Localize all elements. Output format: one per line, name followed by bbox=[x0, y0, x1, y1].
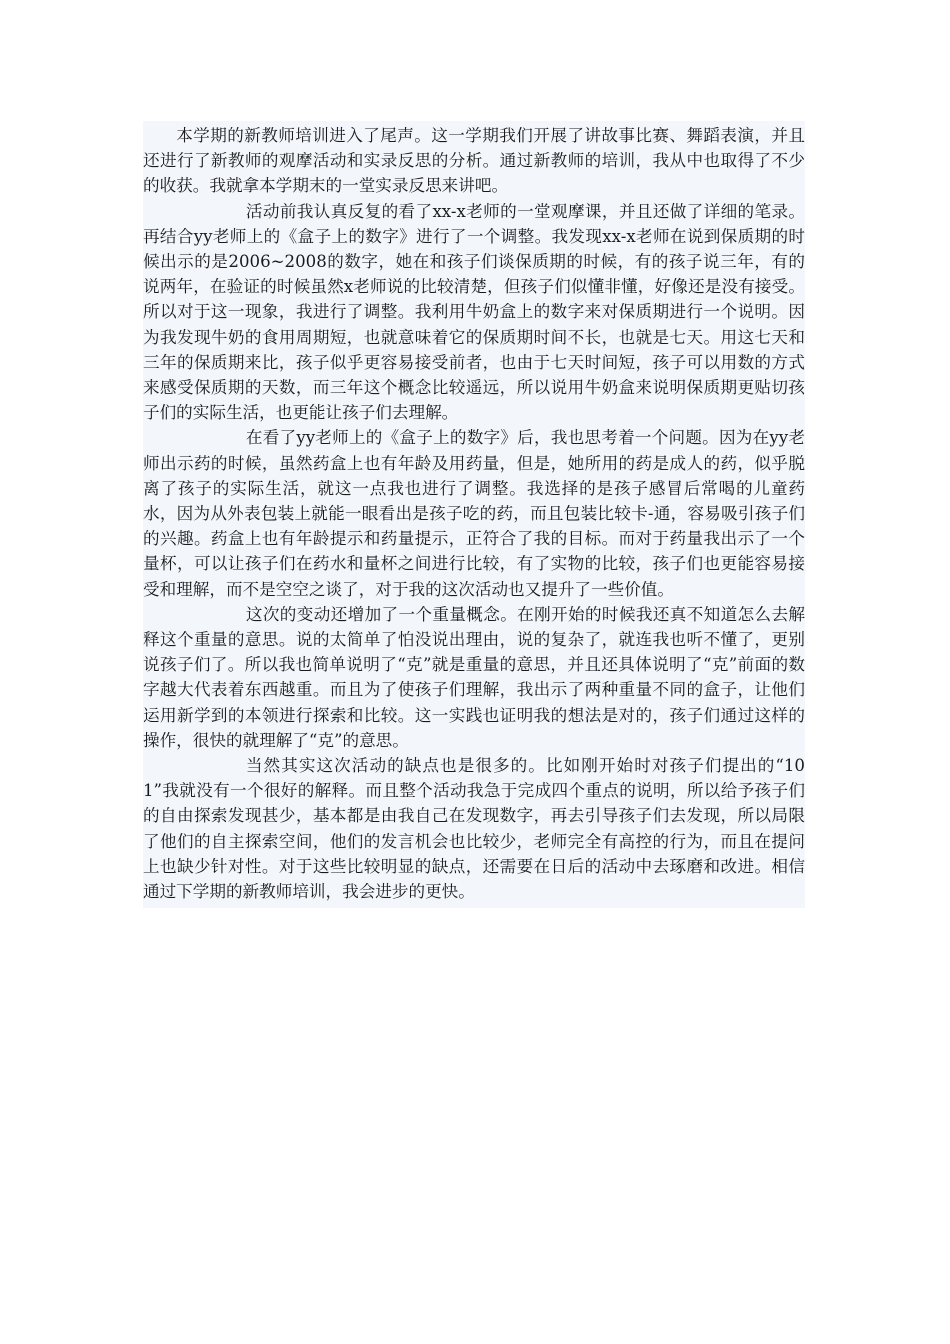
paragraph-intro: 本学期的新教师培训进入了尾声。这一学期我们开展了讲故事比赛、舞蹈表演，并且还进行了新教师的观摩活动和实录反思的分析。通过新教师的培训，我从中也取得了不少的收获。我就拿本学期末的一堂实录反思来讲吧。 bbox=[143, 126, 805, 196]
paragraph-weight: 这次的变动还增加了一个重量概念。在刚开始的时候我还真不知道怎么去解释这个重量的意思。说的太简单了怕没说出理由，说的复杂了，就连我也听不懂了，更别说孩子们了。所以我也简单说明了“克”就是重量的意思，并且还具体说明了“克”前面的数字越大代表着东西越重。而且为了使孩子们理解，我出示了两种重量不同的盒子，让他们运用新学到的本领进行探索和比较。这一实践也证明我的想法是对的，孩子们通过这样的操作，很快的就理解了“克”的意思。 bbox=[143, 604, 805, 750]
paragraph-shortcomings: 当然其实这次活动的缺点也是很多的。比如刚开始时对孩子们提出的“101”我就没有一个很好的解释。而且整个活动我急于完成四个重点的说明，所以给予孩子们的自由探索发现甚少，基本都是由我自己在发现数字，再去引导孩子们去发现，所以局限了他们的自主探索空间，他们的发言机会也比较少，老师完全有高控的行为，而且在提问上也缺少针对性。对于这些比较明显的缺点，还需要在日后的活动中去琢磨和改进。相信通过下学期的新教师培训，我会进步的更快。 bbox=[143, 756, 805, 902]
paragraph-milk-box: 活动前我认真反复的看了xx-x老师的一堂观摩课，并且还做了详细的笔录。再结合yy老师上的《盒子上的数字》进行了一个调整。我发现xx-x老师在说到保质期的时候出示的是2006~2008的数字，她在和孩子们谈保质期的时候，有的孩子说三年，有的说两年，在验证的时候虽然x老师说的比较清楚，但孩子们似懂非懂，好像还是没有接受。所以对于这一现象，我进行了调整。我利用牛奶盒上的数字来对保质期进行一个说明。因为我发现牛奶的食用周期短，也就意味着它的保质期时间不长，也就是七天。用这七天和三年的保质期来比，孩子似乎更容易接受前者，也由于七天时间短，孩子可以用数的方式来感受保质期的天数，而三年这个概念比较遥远，所以说用牛奶盒来说明保质期更贴切孩子们的实际生活，也更能让孩子们去理解。 bbox=[143, 201, 805, 423]
paragraph-medicine: 在看了yy老师上的《盒子上的数字》后，我也思考着一个问题。因为在yy老师出示药的时候，虽然药盒上也有年龄及用药量，但是，她所用的药是成人的药，似乎脱离了孩子的实际生活，就这一点我也进行了调整。我选择的是孩子感冒后常喝的儿童药水，因为从外表包装上就能一眼看出是孩子吃的药，而且包装比较卡-通，容易吸引孩子们的兴趣。药盒上也有年龄提示和药量提示，正符合了我的目标。而对于药量我出示了一个量杯，可以让孩子们在药水和量杯之间进行比较，有了实物的比较，孩子们也更能容易接受和理解，而不是空空之谈了，对于我的这次活动也又提升了一些价值。 bbox=[143, 428, 805, 599]
document-body bbox=[143, 121, 805, 908]
